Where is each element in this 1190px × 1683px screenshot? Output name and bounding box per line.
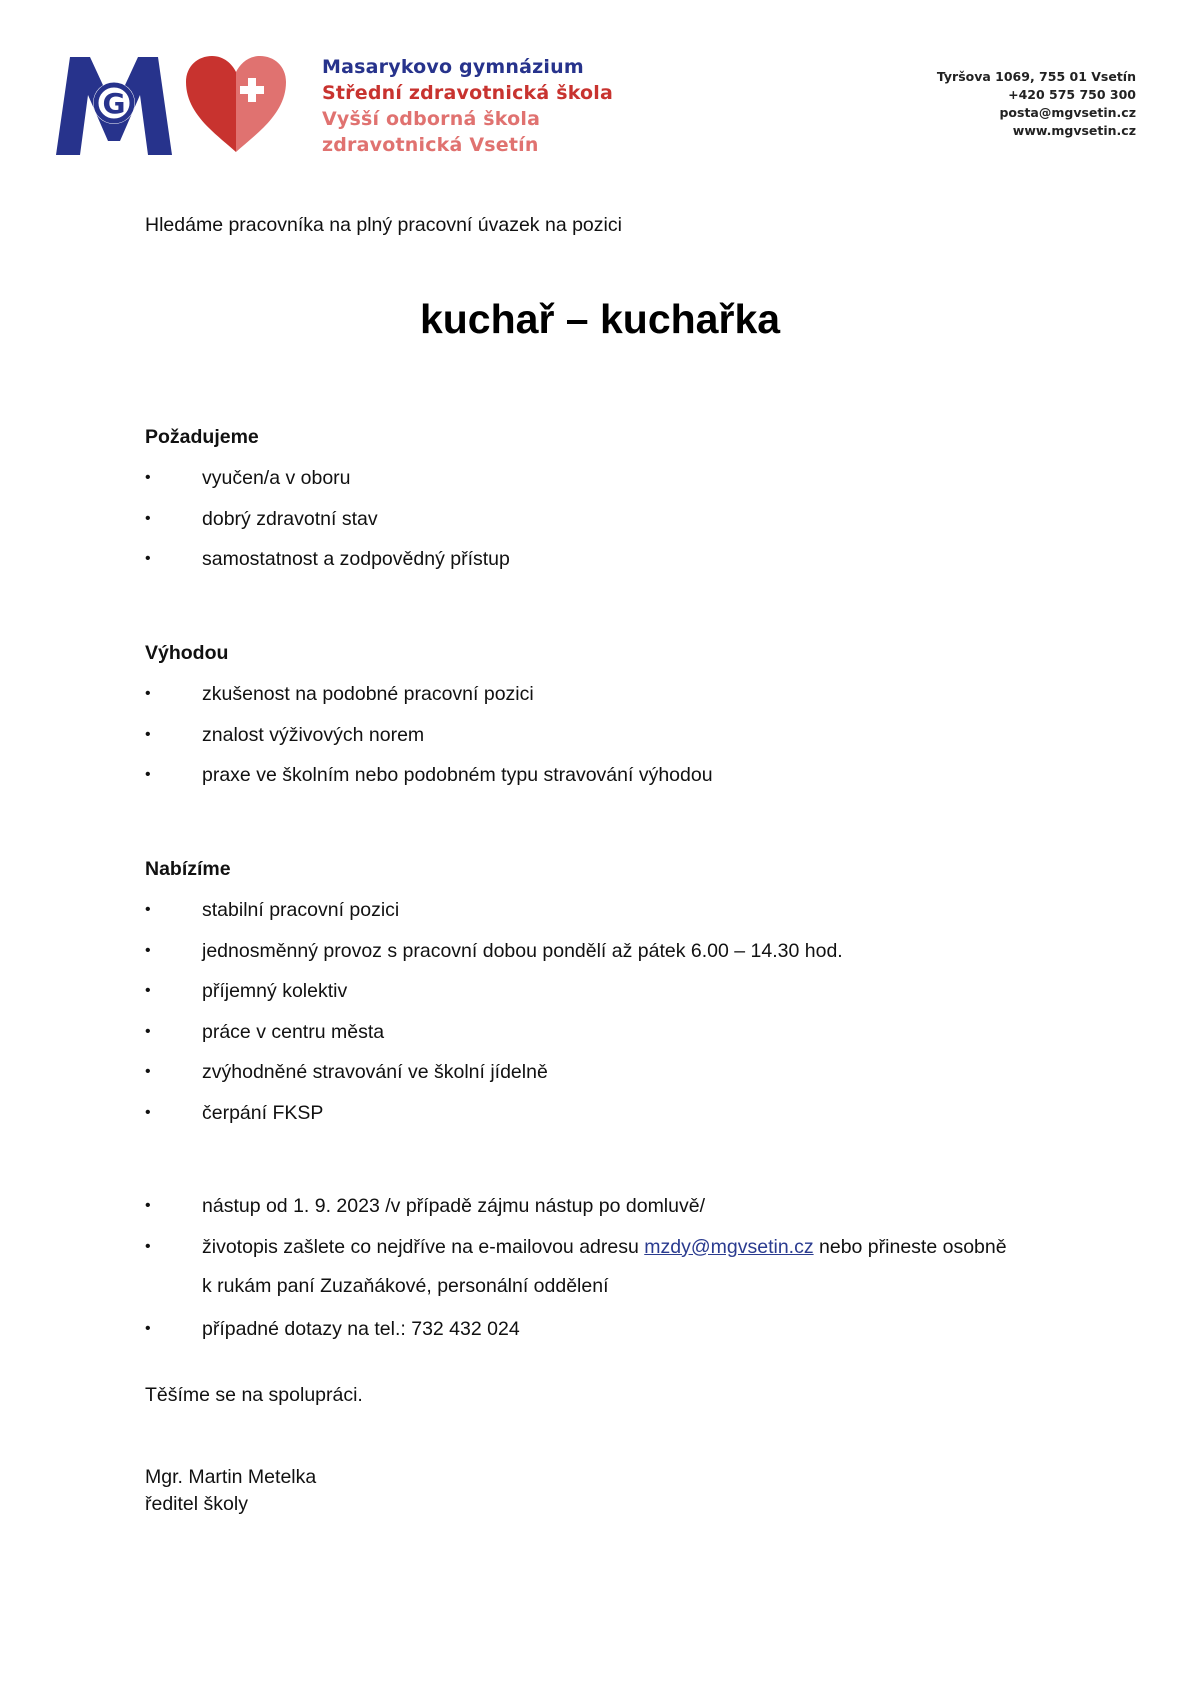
list-item: • čerpání FKSP	[145, 1101, 324, 1124]
hr-email-link[interactable]: mzdy@mgvsetin.cz	[644, 1235, 814, 1258]
school-name-college: Vyšší odborná škola	[322, 108, 541, 130]
list-item-start-date: • nástup od 1. 9. 2023 /v případě zájmu nástup po domluvě/	[145, 1195, 706, 1217]
bullet-icon: •	[145, 901, 151, 918]
bullet-icon: •	[145, 1197, 151, 1214]
logo-letter-g: G	[102, 87, 126, 120]
heart-cross-logo-icon	[186, 56, 286, 152]
bullet-icon: •	[145, 685, 151, 702]
list-item: • zkušenost na podobné pracovní pozici	[145, 683, 534, 705]
bullet-icon: •	[145, 725, 151, 743]
school-name-health-school: Střední zdravotnická škola	[322, 82, 614, 104]
school-name-college-city: zdravotnická Vsetín	[322, 134, 539, 156]
bullet-icon: •	[145, 941, 151, 959]
list-item: • příjemný kolektiv	[145, 980, 348, 1002]
list-item: • samostatnost a zodpovědný přístup	[145, 548, 510, 570]
bullet-icon: •	[145, 469, 151, 486]
list-item: • práce v centru města	[145, 1020, 385, 1043]
contact-email: posta@mgvsetin.cz	[999, 105, 1136, 120]
signature-block	[145, 1464, 316, 1518]
letterhead	[56, 52, 1136, 162]
school-m-logo-icon	[56, 57, 172, 155]
list-item: • zvýhodněné stravování ve školní jídelně	[145, 1061, 548, 1083]
requirements-list	[145, 465, 510, 587]
bullet-icon: •	[145, 766, 151, 783]
bullet-icon: •	[145, 550, 151, 567]
contact-phone: +420 575 750 300	[1008, 87, 1136, 102]
closing-text: Těšíme se na spolupráci.	[145, 1384, 363, 1406]
questions-list	[145, 1316, 520, 1357]
intro-text: Hledáme pracovníka na plný pracovní úvazek na pozici	[145, 214, 622, 236]
list-item: • dobrý zdravotní stav	[145, 507, 378, 530]
contact-web: www.mgvsetin.cz	[1012, 123, 1136, 138]
bullet-icon: •	[145, 1022, 151, 1040]
bullet-icon: •	[145, 982, 151, 999]
list-item: • praxe ve školním nebo podobném typu stravování výhodou	[145, 764, 713, 786]
list-item: • jednosměnný provoz s pracovní dobou pondělí až pátek 6.00 – 14.30 hod.	[145, 939, 843, 962]
list-item: • stabilní pracovní pozici	[145, 899, 400, 921]
section-heading-offer: Nabízíme	[145, 858, 231, 880]
contact-block	[937, 68, 1136, 140]
list-item-questions: • případné dotazy na tel.: 732 432 024	[145, 1318, 520, 1340]
signature-name: Mgr. Martin Metelka	[145, 1466, 317, 1488]
page-title: kuchař – kuchařka	[419, 296, 781, 342]
bullet-icon: •	[145, 1103, 151, 1121]
list-item: • znalost výživových norem	[145, 723, 425, 746]
offer-list	[145, 897, 843, 1140]
section-heading-requirements: Požadujeme	[145, 426, 259, 448]
list-item-cv: • životopis zašlete co nejdříve na e-mailovou adresu mzdy@mgvsetin.cz nebo přineste osobně	[145, 1235, 1007, 1258]
signature-role: ředitel školy	[145, 1493, 248, 1515]
cv-continuation-text: k rukám paní Zuzaňákové, personální oddělení	[202, 1275, 609, 1297]
section-heading-advantages: Výhodou	[145, 642, 229, 664]
bullet-icon: •	[145, 1320, 151, 1337]
bullet-icon: •	[145, 509, 151, 527]
school-names	[322, 54, 613, 158]
bullet-icon: •	[145, 1237, 151, 1255]
contact-address: Tyršova 1069, 755 01 Vsetín	[936, 69, 1136, 84]
list-item: • vyučen/a v oboru	[145, 467, 351, 489]
advantages-list	[145, 681, 713, 803]
bullet-icon: •	[145, 1063, 151, 1080]
school-name-gymnasium: Masarykovo gymnázium	[322, 56, 584, 78]
info-list	[145, 1193, 1007, 1274]
